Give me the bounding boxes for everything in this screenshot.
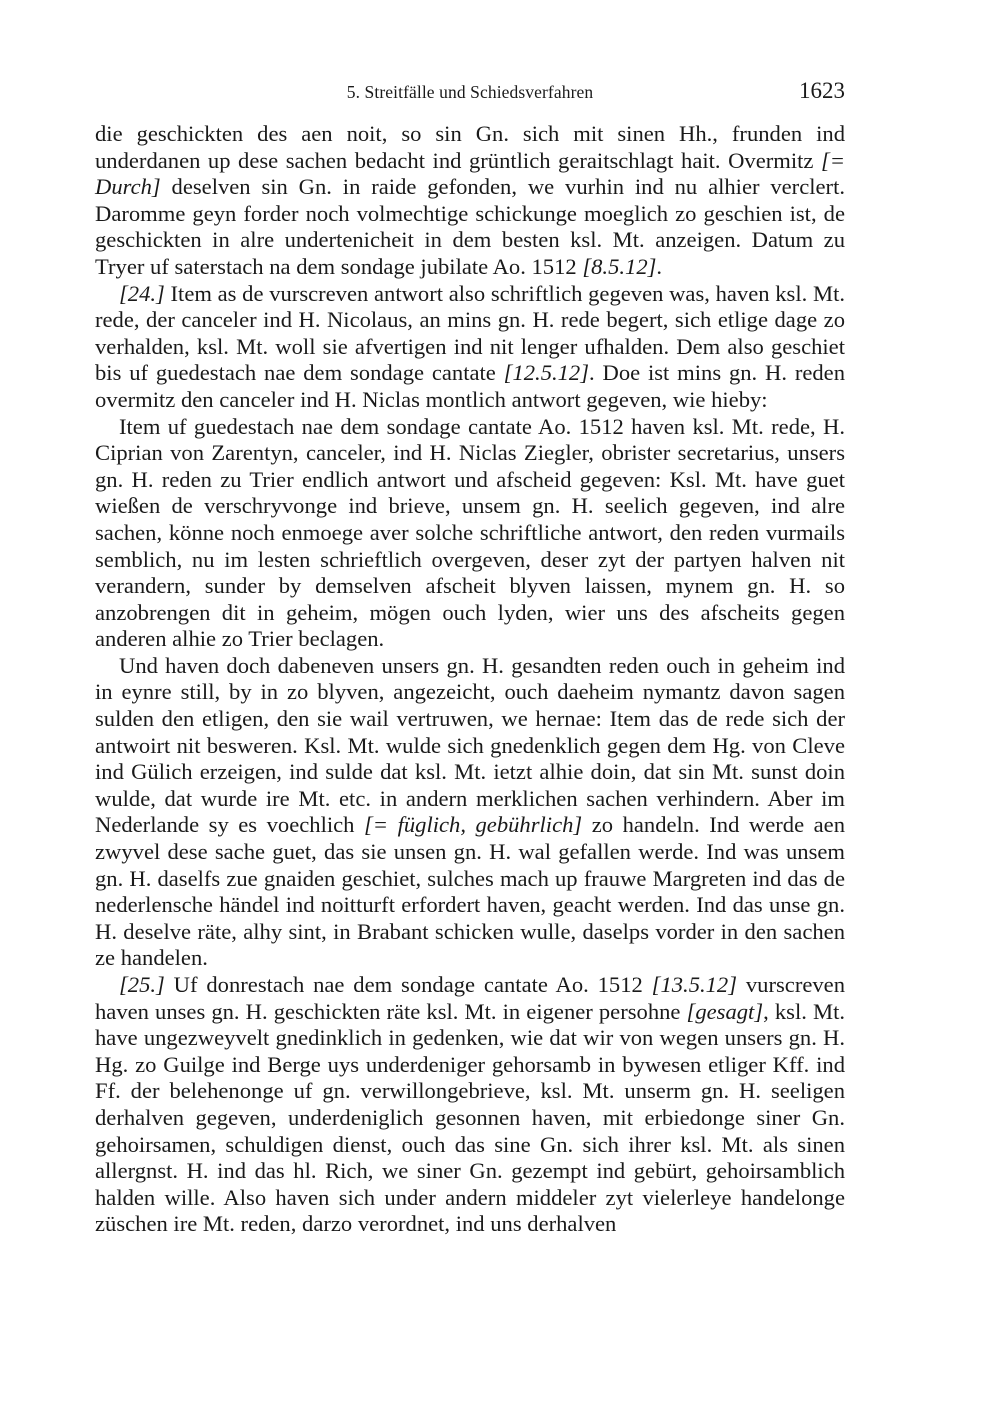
paragraph <box>95 281 845 414</box>
paragraph <box>95 972 845 1238</box>
text-segment: . <box>656 253 663 279</box>
running-header <box>95 78 845 108</box>
text-segment: deselven sin Gn. in raide gefonden, we vurhin ind nu alhier verclert. Daromme geyn forder noch volmechtige schickunge moeglich zo geschien ist, de geschickten in alre undertenicheit in dem besten ksl. Mt. anzeigen. Datum zu Tryer uf saterstach na dem sondage jubilate Ao. 1512 <box>95 174 845 279</box>
text-segment: Und haven doch dabeneven unsers gn. H. gesandten reden ouch in geheim ind in eynre still, by in zo blyven, angezeicht, ouch daeheim nymantz davon sagen sulden den etligen, den sie wail vertruwen, we hernae: Item das de rede sich der antwoirt nit besweren. Ksl. Mt. wulde sich gnedenklich gegen dem Hg. von Cleve ind Gülich erzeigen, ind sulde dat ksl. Mt. ietzt alhie doin, dat sin Mt. sunst doin wulde, dat wurde ire Mt. etc. in andern merklichen sachen verhindern. Aber im Nederlande sy es voechlich <box>95 652 845 838</box>
editorial-note: [= Durch] <box>95 147 845 200</box>
text-segment: die geschickten des aen noit, so sin Gn. sich mit sinen Hh., frunden ind underdanen up dese sachen bedacht ind grüntlich geraitschlagt hait. Overmitz <box>95 121 845 173</box>
editorial-note: [13.5.12] <box>651 972 738 997</box>
body-text <box>95 121 845 1238</box>
text-segment: vurscreven haven unses gn. H. geschickten räte ksl. Mt. in eigener persohne <box>95 972 845 1024</box>
paragraph <box>95 653 845 972</box>
editorial-note: [12.5.12] <box>503 360 590 386</box>
running-title: 5. Streitfälle und Schiedsverfahren <box>346 82 594 102</box>
text-segment: Item as de vurscreven antwort also schriftlich gegeven was, haven ksl. Mt. rede, der canceler ind H. Nicolaus, an mins gn. H. rede begert, sich etlige dage zo verhalden, ksl. Mt. woll sie afvertigen ind nit lenger ufhalden. Dem also geschiet bis uf guedestach nae dem sondage cantate <box>95 280 845 386</box>
text-segment: Item uf guedestach nae dem sondage cantate Ao. 1512 haven ksl. Mt. rede, H. Ciprian von Zarentyn, canceler, ind H. Niclas Ziegler, obrister secretarius, unsers gn. H. reden zu Trier endlich antwort und afscheid gegeven: Ksl. Mt. have guet wießen de verschryvonge ind brieve, unsem gn. H. seelich gegeven, ind alre sachen, könne noch enmoege aver solche schriftliche antwort, den reden vurmails semblich, nu im lesten schrieftlich overgeven, deser zyt der partyen halven nit verandern, sunder by demselven afscheit blyven laissen, mynem gn. H. so anzobrengen dit in geheim, mögen ouch lyden, wier uns des afscheits gegen anderen alhie zo Trier beclagen. <box>95 413 845 652</box>
paragraph <box>95 121 845 281</box>
editorial-note: [8.5.12] <box>582 253 657 279</box>
book-page <box>95 78 845 1238</box>
editorial-note: [25.] <box>119 972 165 997</box>
editorial-note: [gesagt] <box>686 998 764 1024</box>
paragraph <box>95 414 845 653</box>
text-segment: zo handeln. Ind werde aen zwyvel dese sache guet, das sie unsen gn. H. wal gefallen werde. Ind was unsem gn. H. daselfs zue gnaiden geschiet, sulches mach up frauwe Margreten ind das de nederlensche händel ind noitturft erfordert haven, geacht werden. Ind das unse gn. H. deselve räte, alhy sint, in Brabant schicken wulle, daselps vorder in den sachen ze handelen. <box>95 812 846 971</box>
text-segment: . Doe ist mins gn. H. reden overmitz den canceler ind H. Niclas montlich antwort gegeven, wie hieby: <box>95 360 845 412</box>
editorial-note: [24.] <box>119 280 165 306</box>
editorial-note: [= füglich, gebührlich] <box>364 812 583 838</box>
text-segment: , ksl. Mt. have ungezweyvelt gnedinklich in gedenken, wie dat wir von wegen unsers gn. H. Hg. zo Guilge ind Berge uys underdeniger gehorsamb in bywesen etliger Kff. ind Ff. der belehenonge uf gn. verwillongebrieve, ksl. Mt. unserm gn. H. seeligen derhalven gegeven, underdeniglich gesonnen haven, mit erbiedonge siner Gn. gehoirsamen, schuldigen dienst, ouch das sine Gn. sich ihrer ksl. Mt. als sinen allergnst. H. ind das hl. Rich, we siner Gn. gezempt ind gebürt, gehoirsamblich halden wille. Also haven sich under andern middeler zyt vielerleye handelonge züschen ire Mt. reden, darzo verordnet, ind uns derhalven <box>95 998 845 1237</box>
page-number: 1623 <box>799 78 845 103</box>
text-segment: Uf donrestach nae dem sondage cantate Ao. 1512 <box>164 972 652 997</box>
